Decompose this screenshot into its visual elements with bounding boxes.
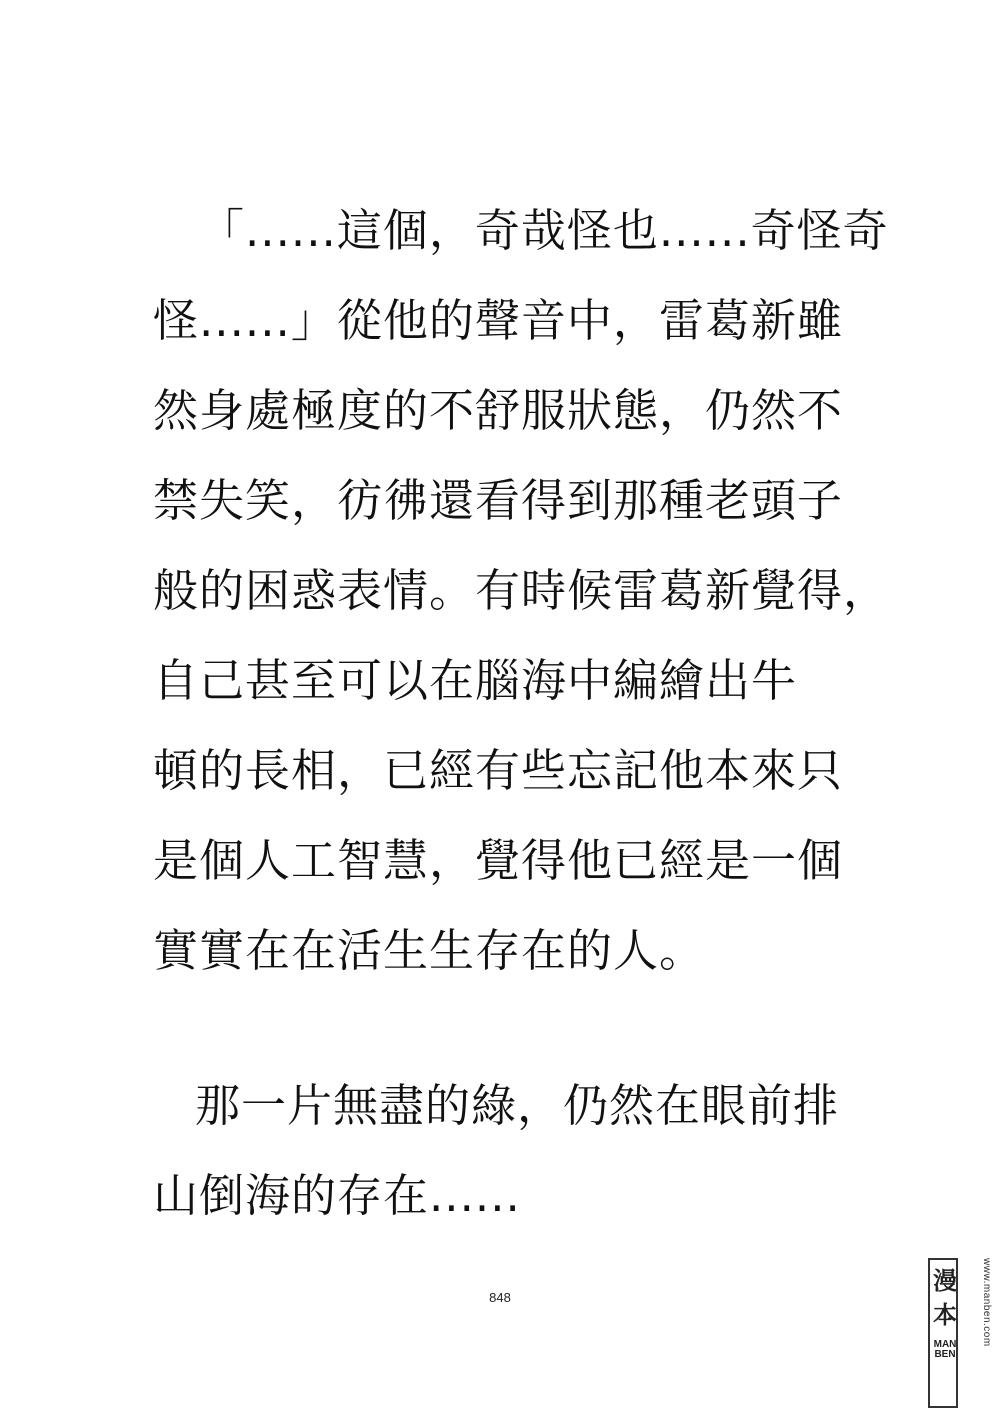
watermark-logo	[928, 1258, 994, 1408]
text-line: 是個人工智慧，覺得他已經是一個	[153, 834, 844, 887]
text-line: 般的困惑表情。有時候雷葛新覺得，	[153, 564, 890, 617]
text-line: 自己甚至可以在腦海中編繪出牛	[153, 654, 798, 707]
text-line: 那一片無盡的綠，仍然在眼前排	[195, 1079, 840, 1132]
watermark-letters: MANBEN	[933, 1339, 957, 1360]
text-line: 實實在在活生生存在的人。	[153, 924, 706, 977]
watermark-box	[928, 1258, 958, 1408]
text-line: 頓的長相，已經有些忘記他本來只	[153, 744, 844, 797]
text-line: 怪......」從他的聲音中，雷葛新雖	[153, 294, 843, 347]
page-number: 848	[489, 1290, 511, 1305]
text-line: 禁失笑，彷彿還看得到那種老頭子	[153, 474, 844, 527]
watermark-name: 漫本	[933, 1267, 957, 1329]
text-line: 然身處極度的不舒服狀態，仍然不	[153, 384, 844, 437]
text-line: 「......這個，奇哉怪也......奇怪奇	[199, 204, 889, 257]
text-line: 山倒海的存在......	[153, 1169, 521, 1222]
watermark-url: www.manben.com	[981, 1258, 992, 1347]
